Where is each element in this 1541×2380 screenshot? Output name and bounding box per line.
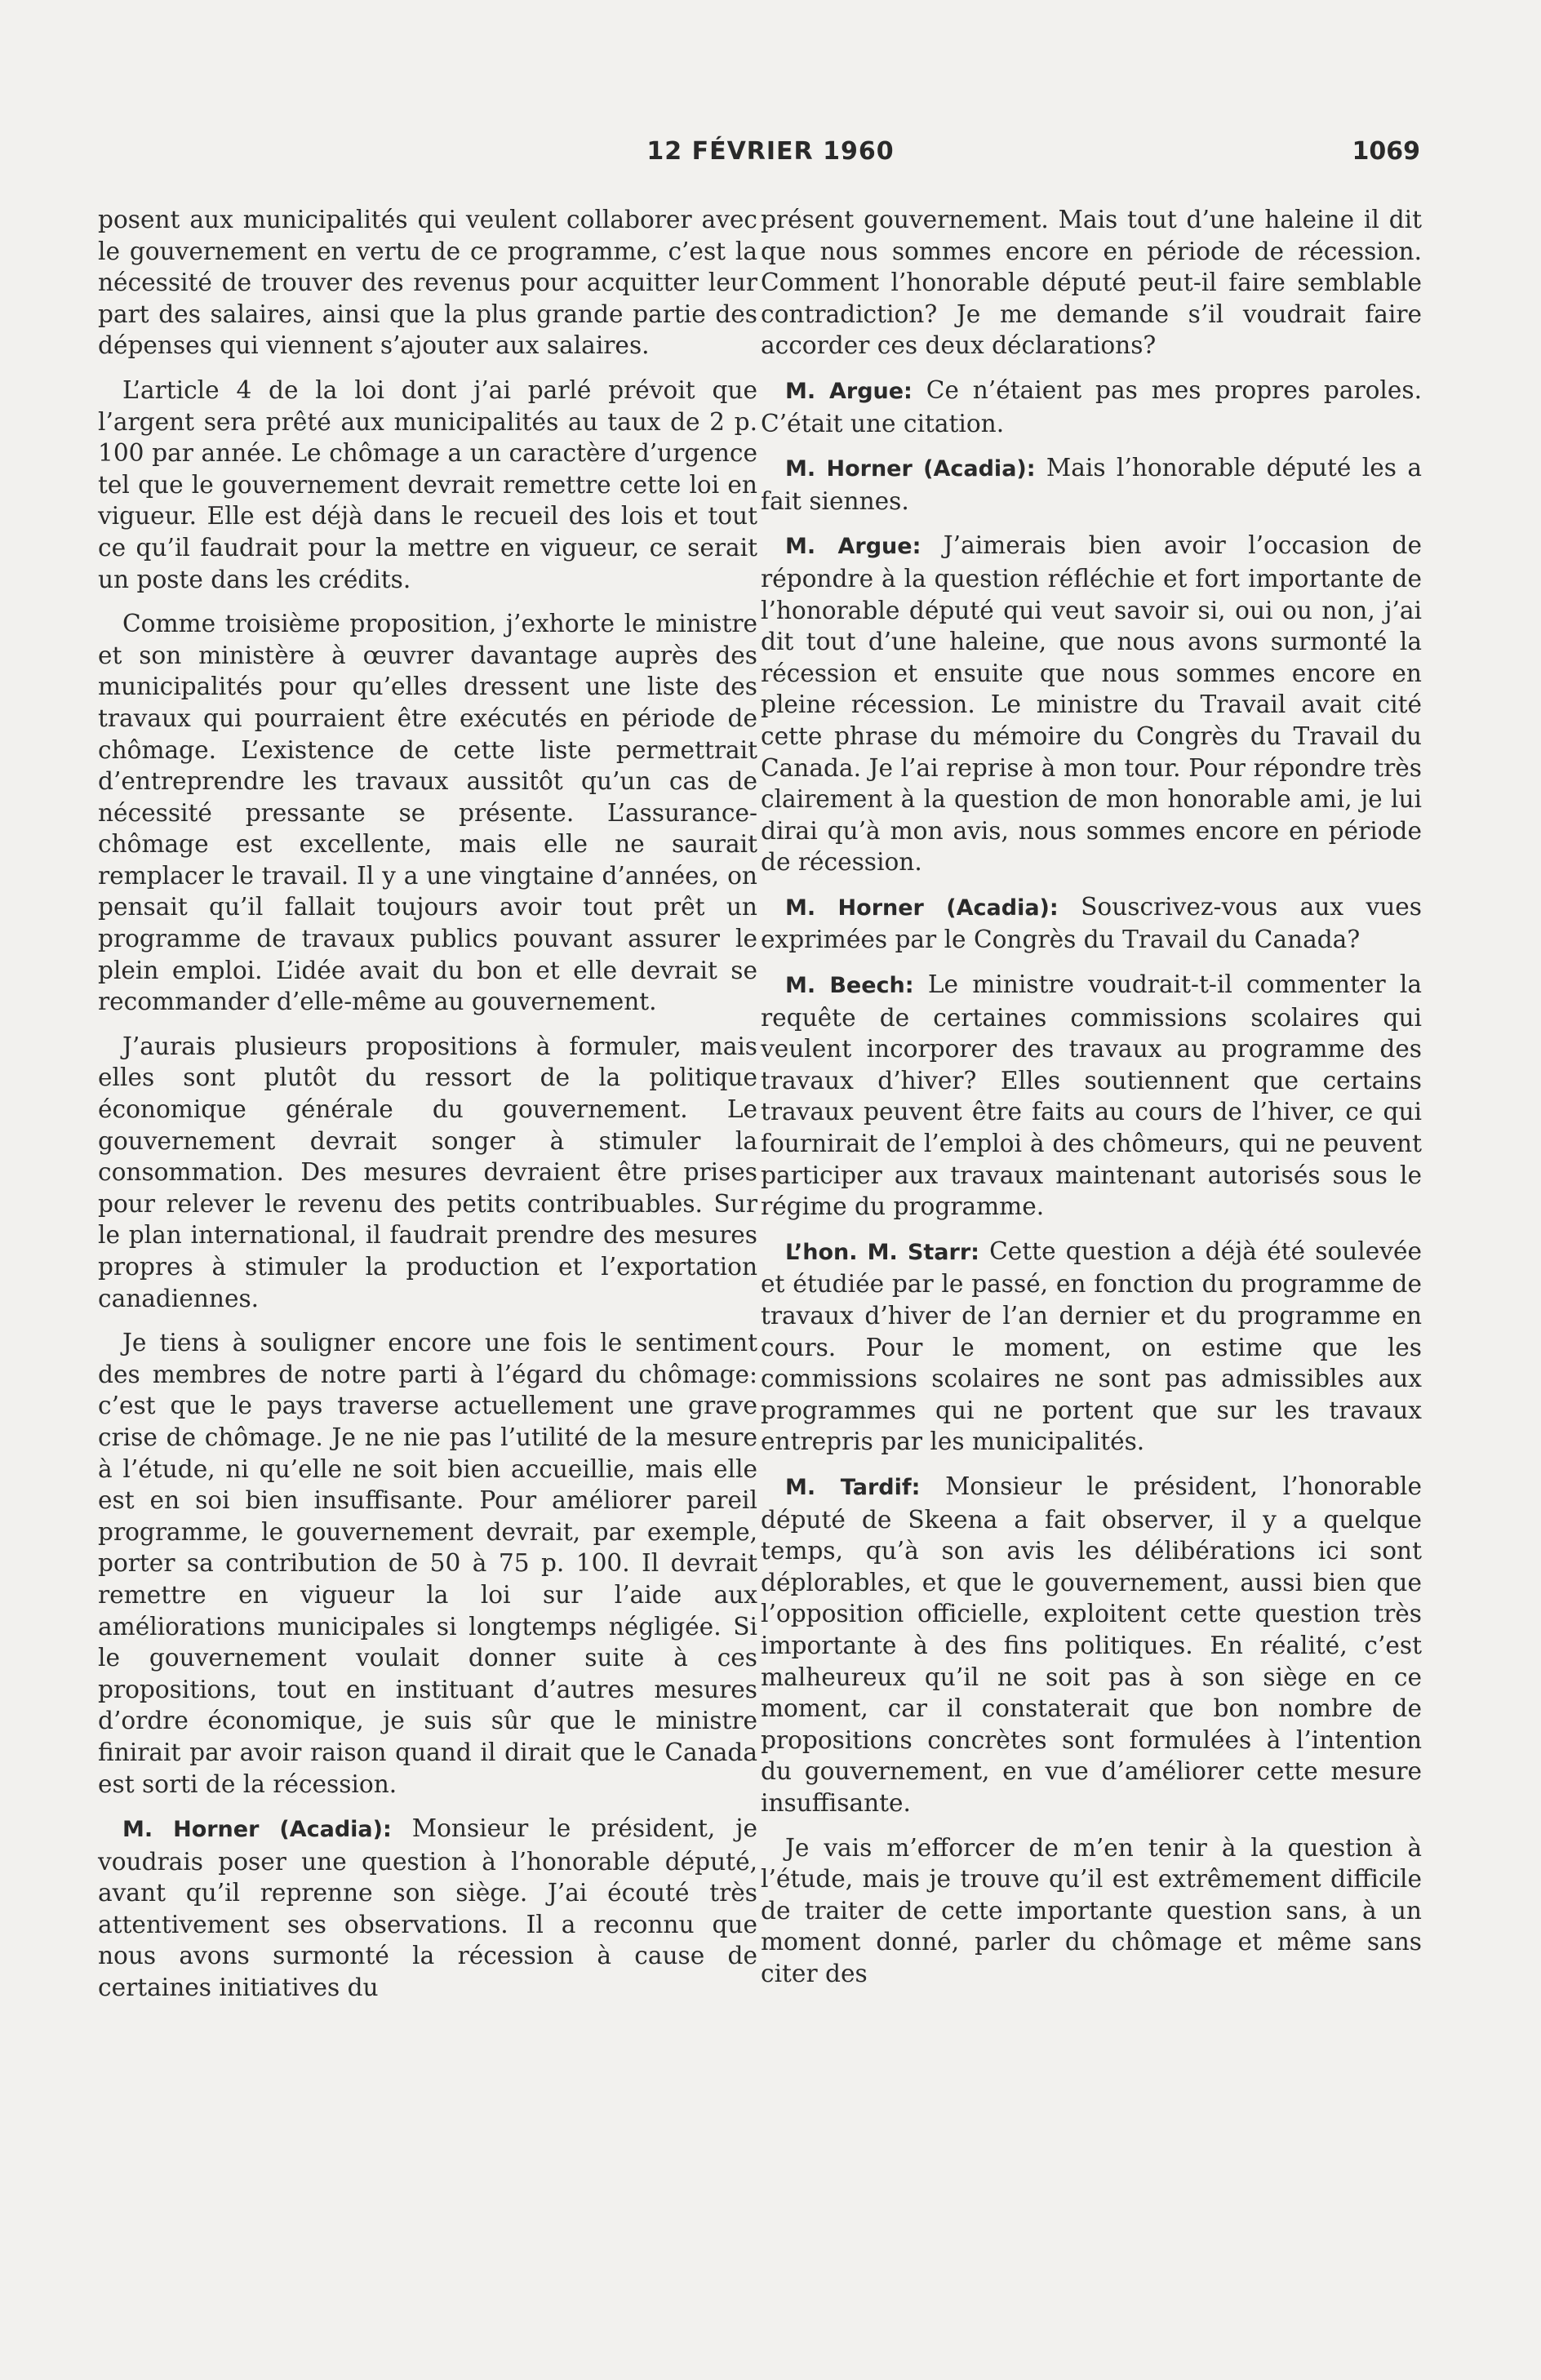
- paragraph: [98, 204, 757, 362]
- paragraph: [761, 1236, 1422, 1458]
- paragraph-text: J’aimerais bien avoir l’occasion de répondre à la question réfléchie et fort importante de l’honorable député qui veut savoir si, oui ou non, j’ai dit tout d’une haleine, que nous avons surmonté la récession et ensuite que nous sommes encore en pleine récession. Le ministre du Travail avait cité cette phrase du mémoire du Congrès du Travail du Canada. Je l’ai reprise à mon tour. Pour répondre très clairement à la question de mon honorable ami, je lui dirai qu’à mon avis, nous sommes encore en période de récession.: [761, 531, 1422, 877]
- paragraph: [98, 608, 757, 1018]
- left-column: [98, 204, 757, 2017]
- paragraph-text: Je tiens à souligner encore une fois le sentiment des membres de notre parti à l’égard du chômage: c’est que le pays traverse actuellement une grave crise de chômage. Je ne nie pas l’utilité de la mesure à l’étude, ni qu’elle ne soit bien accueillie, mais elle est en soi bien insuffisante. Pour améliorer pareil programme, le gouvernement devrait, par exemple, porter sa contribution de 50 à 75 p. 100. Il devrait remettre en vigueur la loi sur l’aide aux améliorations municipales si longtemps négligée. Si le gouvernement voulait donner suite à ces propositions, tout en instituant d’autres mesures d’ordre économique, je suis sûr que le ministre finirait par avoir raison quand il dirait que le Canada est sorti de la récession.: [98, 1329, 757, 1798]
- paragraph-text: posent aux municipalités qui veulent collaborer avec le gouvernement en vertu de ce programme, c’est la nécessité de trouver des revenus pour acquitter leur part des salaires, ainsi que la plus grande partie des dépenses qui viennent s’ajouter aux salaires.: [98, 206, 757, 360]
- speaker-name: M. Beech:: [785, 973, 914, 999]
- paragraph: [761, 452, 1422, 517]
- paragraph: [98, 1031, 757, 1314]
- paragraph: [761, 1471, 1422, 1819]
- speaker-name: L’hon. M. Starr:: [785, 1239, 979, 1265]
- speaker-name: M. Argue:: [785, 534, 921, 560]
- paragraph: [761, 204, 1422, 362]
- page-date: 12 FÉVRIER 1960: [646, 137, 895, 166]
- paragraph-text: Souscrivez-vous aux vues exprimées par le Congrès du Travail du Canada?: [761, 892, 1422, 954]
- paragraph-text: Le ministre voudrait-t-il commenter la requête de certaines commissions scolaires qui veulent incorporer des travaux au programme des travaux d’hiver? Elles soutiennent que certains travaux peuvent être faits au cours de l’hiver, ce qui fournirait de l’emploi à des chômeurs, qui ne peuvent participer aux travaux maintenant autorisés sous le régime du programme.: [761, 970, 1422, 1221]
- paragraph-text: Monsieur le président, l’honorable député de Skeena a fait observer, il y a quelque temps, qu’à son avis les délibérations ici sont déplorables, et que le gouvernement, aussi bien que l’opposition officielle, exploitent cette question très importante à des fins politiques. En réalité, c’est malheureux qu’il ne soit pas à son siège en ce moment, car il constaterait que bon nombre de propositions concrètes sont formulées à l’intention du gouvernement, en vue d’améliorer cette mesure insuffisante.: [761, 1472, 1422, 1817]
- speaker-name: M. Horner (Acadia):: [785, 895, 1059, 921]
- speaker-name: M. Tardif:: [785, 1474, 921, 1500]
- paragraph-text: Je vais m’efforcer de m’en tenir à la question à l’étude, mais je trouve qu’il est extrêmement difficile de traiter de cette importante question sans, à un moment donné, parler du chômage et même sans citer des: [761, 1833, 1422, 1987]
- paragraph-text: Mais l’honorable député les a fait siennes.: [761, 454, 1422, 515]
- speaker-name: M. Argue:: [785, 378, 913, 404]
- paragraph: [761, 891, 1422, 956]
- paragraph-text: présent gouvernement. Mais tout d’une haleine il dit que nous sommes encore en période de récession. Comment l’honorable député peut-il faire semblable contradiction? Je me demande s’il voudrait faire accorder ces deux déclarations?: [761, 206, 1422, 360]
- page-header: [0, 137, 1541, 170]
- right-column: [761, 204, 1422, 2002]
- paragraph: [761, 969, 1422, 1223]
- paragraph: [98, 1327, 757, 1800]
- paragraph-text: Cette question a déjà été soulevée et étudiée par le passé, en fonction du programme de travaux d’hiver de l’an dernier et du programme en cours. Pour le moment, on estime que les commissions scolaires ne sont pas admissibles aux programmes qui ne portent que sur les travaux entrepris par les municipalités.: [761, 1237, 1422, 1456]
- paragraph-text: J’aurais plusieurs propositions à formuler, mais elles sont plutôt du ressort de la politique économique générale du gouvernement. Le gouvernement devrait songer à stimuler la consommation. Des mesures devraient être prises pour relever le revenu des petits contribuables. Sur le plan international, il faudrait prendre des mesures propres à stimuler la production et l’exportation canadiennes.: [98, 1032, 757, 1312]
- paragraph-text: Comme troisième proposition, j’exhorte le ministre et son ministère à œuvrer davantage auprès des municipalités pour qu’elles dressent une liste des travaux qui pourraient être exécutés en période de chômage. L’existence de cette liste permettrait d’entreprendre les travaux aussitôt qu’un cas de nécessité pressante se présente. L’assurance-chômage est excellente, mais elle ne saurait remplacer le travail. Il y a une vingtaine d’années, on pensait qu’il fallait toujours avoir tout prêt un programme de travaux publics pouvant assurer le plein emploi. L’idée avait du bon et elle devrait se recommander d’elle-même au gouvernement.: [98, 610, 757, 1016]
- paragraph-text: L’article 4 de la loi dont j’ai parlé prévoit que l’argent sera prêté aux municipalités au taux de 2 p. 100 par année. Le chômage a un caractère d’urgence tel que le gouvernement devrait remettre cette loi en vigueur. Elle est déjà dans le recueil des lois et tout ce qu’il faudrait pour la mettre en vigueur, ce serait un poste dans les crédits.: [98, 375, 757, 593]
- paragraph: [98, 1813, 757, 2004]
- speaker-name: M. Horner (Acadia):: [122, 1817, 392, 1843]
- paragraph: [761, 1832, 1422, 1990]
- paragraph: [98, 375, 757, 595]
- page-number: 1069: [1352, 137, 1420, 166]
- paragraph: [761, 530, 1422, 878]
- speaker-name: M. Horner (Acadia):: [785, 456, 1036, 482]
- paragraph-text: Monsieur le président, je voudrais poser une question à l’honorable député, avant qu’il reprenne son siège. J’ai écouté très attentivement ses observations. Il a reconnu que nous avons surmonté la récession à cause de certaines initiatives du: [98, 1814, 757, 2002]
- paragraph: [761, 375, 1422, 439]
- paragraph-text: Ce n’étaient pas mes propres paroles. C’était une citation.: [761, 375, 1422, 437]
